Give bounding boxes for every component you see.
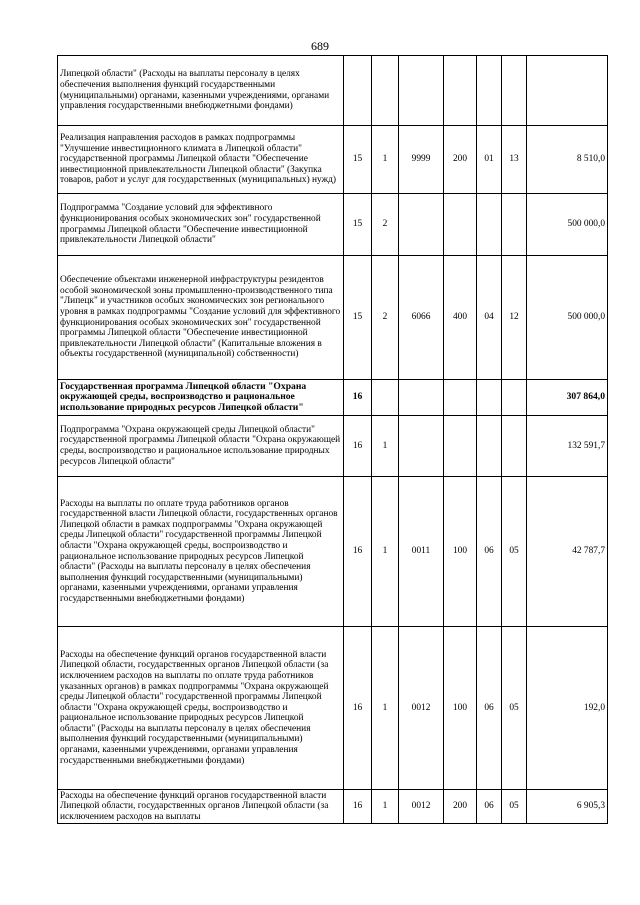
section-cell [477,56,502,126]
subsection-cell: 05 [502,790,527,824]
subsection-cell [502,194,527,256]
subprogram-code-cell: 1 [372,790,399,824]
program-code-cell: 15 [344,126,372,194]
table-row [58,126,608,194]
table-row [58,416,608,477]
table-row [58,194,608,256]
subprogram-code-cell: 1 [372,126,399,194]
amount-cell: 8 510,0 [527,126,608,194]
row-description: Подпрограмма "Охрана окружающей среды Липецкой области" государственной программы Липецкой области "Охрана окружающей среды, воспроизводство и рациональное использование природных ресурсов Липецкой области" [58,416,344,477]
table-row [58,627,608,790]
subprogram-code-cell [372,380,399,416]
expense-type-cell [444,416,477,477]
program-code-cell: 16 [344,380,372,416]
expense-code-cell [399,194,444,256]
amount-cell: 500 000,0 [527,256,608,380]
program-code-cell [344,56,372,126]
expense-type-cell: 100 [444,627,477,790]
expense-code-cell: 6066 [399,256,444,380]
program-code-cell: 16 [344,627,372,790]
budget-table [57,55,608,824]
program-code-cell: 16 [344,790,372,824]
program-code-cell: 16 [344,416,372,477]
amount-cell: 6 905,3 [527,790,608,824]
table-row [58,380,608,416]
subsection-cell: 12 [502,256,527,380]
section-cell: 04 [477,256,502,380]
row-description: Расходы на выплаты по оплате труда работников органов государственной власти Липецкой области, государственных органов Липецкой области в рамках подпрограммы "Охрана окружающей среды Липецкой области" государственной программы Липецкой области "Охрана окружающей среды, воспроизводство и рациональное использование природных ресурсов Липецкой области" (Расходы на выплаты персоналу в целях обеспечения выполнения функций государственными (муниципальными) органами, казенными учреждениями, органами управления государственными внебюджетными фондами) [58,477,344,627]
section-cell: 06 [477,627,502,790]
expense-code-cell: 0011 [399,477,444,627]
expense-code-cell [399,380,444,416]
amount-cell: 307 864,0 [527,380,608,416]
subprogram-code-cell: 1 [372,477,399,627]
row-description: Липецкой области" (Расходы на выплаты персоналу в целях обеспечения выполнения функций государственными (муниципальными) органами, казенными учреждениями, органами управления государственными внебюджетными фондами) [58,56,344,126]
amount-cell: 192,0 [527,627,608,790]
section-cell: 06 [477,790,502,824]
expense-code-cell [399,416,444,477]
table-row [58,256,608,380]
program-code-cell: 15 [344,256,372,380]
expense-type-cell: 200 [444,126,477,194]
expense-code-cell: 9999 [399,126,444,194]
expense-code-cell: 0012 [399,627,444,790]
amount-cell [527,56,608,126]
section-cell [477,194,502,256]
subprogram-code-cell [372,56,399,126]
row-description: Обеспечение объектами инженерной инфраструктуры резидентов особой экономической зоны промышленно-производственного типа "Липецк" и участников особых экономических зон регионального уровня в рамках подпрограммы "Создание условий для эффективного функционирования особых экономических зон" государственной программы Липецкой области "Обеспечение инвестиционной привлекательности Липецкой области" (Капитальные вложения в объекты государственной (муниципальной) собственности) [58,256,344,380]
table-row [58,56,608,126]
amount-cell: 500 000,0 [527,194,608,256]
section-cell [477,416,502,477]
section-cell: 01 [477,126,502,194]
section-cell [477,380,502,416]
row-description: Расходы на обеспечение функций органов государственной власти Липецкой области, государственных органов Липецкой области (за исключением расходов на выплаты по оплате труда работников указанных органов) в рамках подпрограммы "Охрана окружающей среды Липецкой области" государственной программы Липецкой области "Охрана окружающей среды, воспроизводство и рациональное использование природных ресурсов Липецкой области" (Расходы на выплаты персоналу в целях обеспечения выполнения функций государственными (муниципальными) органами, казенными учреждениями, органами управления государственными внебюджетными фондами) [58,627,344,790]
row-description: Реализация направления расходов в рамках подпрограммы "Улучшение инвестиционного климата в Липецкой области" государственной программы Липецкой области "Обеспечение инвестиционной привлекательности Липецкой области" (Закупка товаров, работ и услуг для государственных (муниципальных) нужд) [58,126,344,194]
program-code-cell: 16 [344,477,372,627]
amount-cell: 42 787,7 [527,477,608,627]
expense-code-cell [399,56,444,126]
subsection-cell: 13 [502,126,527,194]
subsection-cell [502,416,527,477]
expense-type-cell: 200 [444,790,477,824]
table-row [58,790,608,824]
expense-type-cell [444,194,477,256]
subprogram-code-cell: 2 [372,256,399,380]
subprogram-code-cell: 2 [372,194,399,256]
page-number: 689 [311,39,329,53]
expense-type-cell [444,380,477,416]
row-description: Государственная программа Липецкой области "Охрана окружающей среды, воспроизводство и рациональное использование природных ресурсов Липецкой области" [58,380,344,416]
subsection-cell: 05 [502,477,527,627]
subsection-cell [502,56,527,126]
section-cell: 06 [477,477,502,627]
expense-type-cell: 400 [444,256,477,380]
expense-code-cell: 0012 [399,790,444,824]
subsection-cell [502,380,527,416]
program-code-cell: 15 [344,194,372,256]
subprogram-code-cell: 1 [372,627,399,790]
subsection-cell: 05 [502,627,527,790]
row-description: Расходы на обеспечение функций органов государственной власти Липецкой области, государственных органов Липецкой области (за исключением расходов на выплаты [58,790,344,824]
row-description: Подпрограмма "Создание условий для эффективного функционирования особых экономических зон" государственной программы Липецкой области "Обеспечение инвестиционной привлекательности Липецкой области" [58,194,344,256]
expense-type-cell [444,56,477,126]
subprogram-code-cell: 1 [372,416,399,477]
expense-type-cell: 100 [444,477,477,627]
table-row [58,477,608,627]
amount-cell: 132 591,7 [527,416,608,477]
